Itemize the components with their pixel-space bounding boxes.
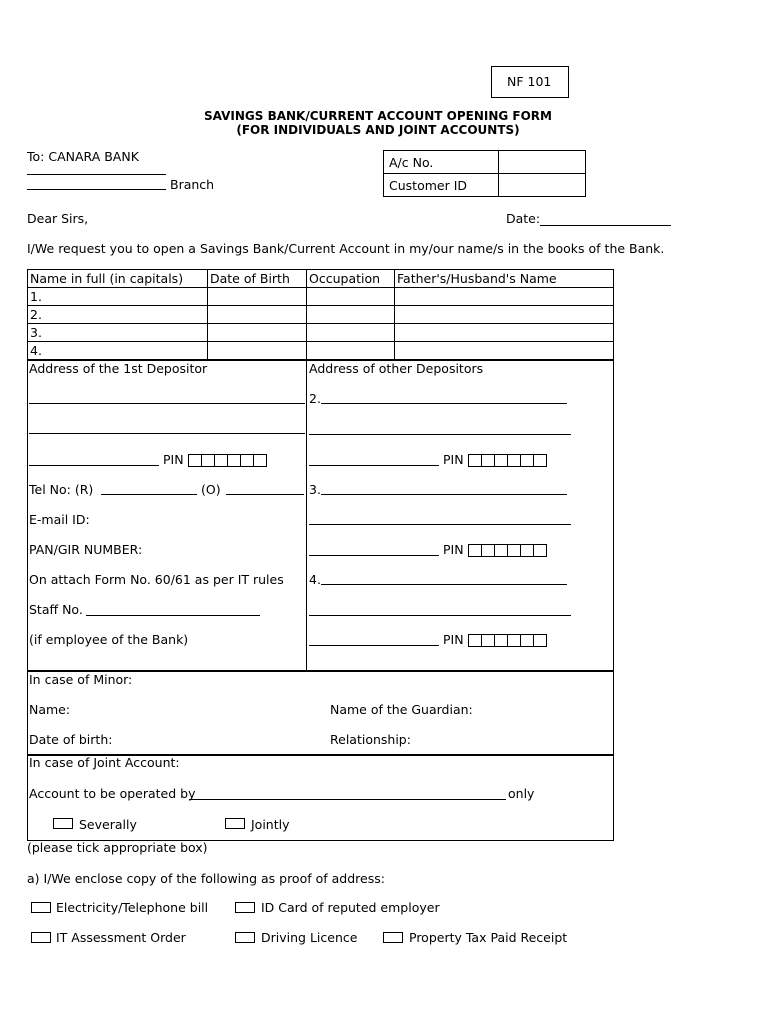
relationship-label: Relationship: [330,732,411,747]
address-line[interactable] [29,433,305,434]
form-subtitle: (FOR INDIVIDUALS AND JOINT ACCOUNTS) [236,123,520,137]
first-depositor-address-label: Address of the 1st Depositor [29,361,208,376]
address-line[interactable] [321,584,567,585]
tel-r-label: Tel No: (R) [29,482,94,497]
address-line[interactable] [321,403,567,404]
to-bank-label: To: CANARA BANK [27,149,139,164]
address-line[interactable] [309,615,571,616]
header-father-husband: Father's/Husband's Name [397,271,557,286]
electricity-checkbox[interactable] [31,902,51,913]
driving-licence-label: Driving Licence [261,930,358,945]
severally-label: Severally [79,817,137,832]
date-line[interactable] [540,225,671,226]
operated-by-line[interactable] [189,799,506,800]
pin-label: PIN [443,542,547,557]
minor-dob-label: Date of birth: [29,732,113,747]
operated-by-label: Account to be operated by [29,786,196,801]
tick-note: (please tick appropriate box) [27,840,208,855]
branch-line[interactable] [27,189,166,190]
pin-boxes[interactable] [188,454,267,467]
table-row[interactable]: 1. [30,289,42,304]
staff-no-label: Staff No. [29,602,83,617]
address-line[interactable] [309,555,439,556]
depositor-3-number: 3. [309,482,321,497]
it-order-label: IT Assessment Order [56,930,186,945]
form-title: SAVINGS BANK/CURRENT ACCOUNT OPENING FORM [204,109,552,123]
property-tax-label: Property Tax Paid Receipt [409,930,568,945]
jointly-label: Jointly [251,817,290,832]
table-row[interactable]: 3. [30,325,42,340]
tel-r-line[interactable] [101,494,197,495]
table-row[interactable]: 4. [30,343,42,358]
to-line[interactable] [27,174,166,175]
header-name: Name in full (in capitals) [30,271,184,286]
jointly-checkbox[interactable] [225,818,245,829]
pin-boxes[interactable] [468,634,547,647]
address-line[interactable] [309,465,439,466]
minor-heading: In case of Minor: [29,672,133,687]
operated-only-label: only [508,786,535,801]
tel-o-line[interactable] [226,494,304,495]
customer-id-field[interactable] [500,175,584,195]
pin-label: PIN [443,452,547,467]
branch-label: Branch [170,177,215,192]
address-line[interactable] [309,645,439,646]
severally-checkbox[interactable] [53,818,73,829]
ac-no-field[interactable] [500,152,584,172]
other-depositors-address-label: Address of other Depositors [309,361,484,376]
depositor-2-number: 2. [309,391,321,406]
request-text: I/We request you to open a Savings Bank/Current Account in my/our name/s in the books of the Bank. [27,241,665,256]
staff-no-line[interactable] [86,615,260,616]
pin-boxes[interactable] [468,544,547,557]
address-line[interactable] [29,465,159,466]
tel-o-label: (O) [201,482,221,497]
email-label: E-mail ID: [29,512,90,527]
pan-label: PAN/GIR NUMBER: [29,542,143,557]
address-line[interactable] [309,524,571,525]
customer-id-label: Customer ID [389,178,468,193]
depositor-4-number: 4. [309,572,321,587]
pin-label: PIN [163,452,267,467]
table-row[interactable]: 2. [30,307,42,322]
electricity-label: Electricity/Telephone bill [56,900,209,915]
pin-boxes[interactable] [468,454,547,467]
id-card-label: ID Card of reputed employer [261,900,440,915]
address-line[interactable] [321,494,567,495]
form-number: NF 101 [507,74,552,89]
ac-no-label: A/c No. [389,155,434,170]
it-order-checkbox[interactable] [31,932,51,943]
salutation: Dear Sirs, [27,211,89,226]
guardian-name-label: Name of the Guardian: [330,702,473,717]
header-occupation: Occupation [309,271,381,286]
date-label: Date: [506,211,541,226]
minor-name-label: Name: [29,702,71,717]
proof-heading: a) I/We enclose copy of the following as proof of address: [27,871,385,886]
header-dob: Date of Birth [210,271,290,286]
address-line[interactable] [309,434,571,435]
id-card-checkbox[interactable] [235,902,255,913]
driving-licence-checkbox[interactable] [235,932,255,943]
address-line[interactable] [29,403,305,404]
pin-label: PIN [443,632,547,647]
form-6061-label: On attach Form No. 60/61 as per IT rules [29,572,284,587]
property-tax-checkbox[interactable] [383,932,403,943]
joint-heading: In case of Joint Account: [29,755,180,770]
employee-note: (if employee of the Bank) [29,632,189,647]
